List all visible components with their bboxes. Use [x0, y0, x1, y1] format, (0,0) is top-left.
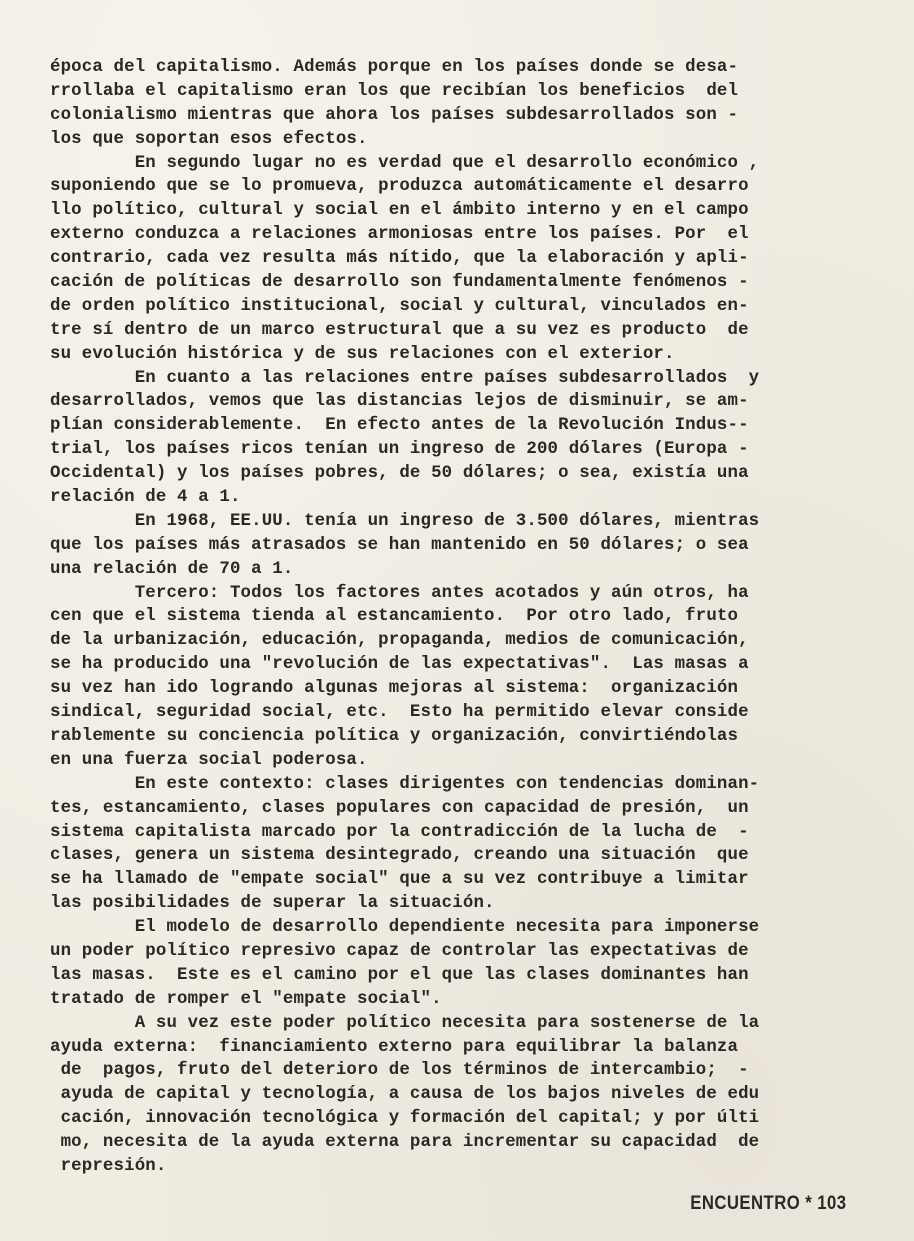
text-line: En cuanto a las relaciones entre países subdesarrollados y — [50, 368, 760, 388]
text-line: una relación de 70 a 1. — [50, 559, 294, 579]
text-line: mo, necesita de la ayuda externa para incrementar su capacidad de — [50, 1133, 760, 1153]
text-line: plían considerablemente. En efecto antes de la Revolución Indus-- — [50, 416, 749, 436]
text-line: trial, los países ricos tenían un ingreso de 200 dólares (Europa - — [50, 440, 749, 460]
text-line: su evolución histórica y de sus relaciones con el exterior. — [50, 344, 675, 364]
text-line: tre sí dentro de un marco estructural que a su vez es producto de — [50, 320, 749, 340]
text-line: contrario, cada vez resulta más nítido, que la elaboración y apli- — [50, 249, 749, 269]
text-line: En segundo lugar no es verdad que el desarrollo económico , — [50, 153, 760, 173]
text-line: rablemente su conciencia política y organización, convirtiéndolas — [50, 726, 739, 746]
text-line: cación de políticas de desarrollo son fundamentalmente fenómenos - — [50, 273, 749, 293]
text-line: ayuda de capital y tecnología, a causa de los bajos niveles de edu — [50, 1085, 760, 1105]
text-line: época del capitalismo. Además porque en los países donde se desa- — [50, 58, 739, 77]
text-line: rrollaba el capitalismo eran los que recibían los beneficios del — [50, 81, 739, 101]
text-line: Occidental) y los países pobres, de 50 dólares; o sea, existía una — [50, 464, 749, 484]
text-line: externo conduzca a relaciones armoniosas entre los países. Por el — [50, 225, 749, 245]
body-text — [50, 56, 860, 1179]
text-line: Tercero: Todos los factores antes acotados y aún otros, ha — [50, 583, 749, 603]
text-line: en una fuerza social poderosa. — [50, 750, 368, 770]
text-line: los que soportan esos efectos. — [50, 129, 368, 149]
text-line: El modelo de desarrollo dependiente necesita para imponerse — [50, 918, 760, 938]
text-line: sindical, seguridad social, etc. Esto ha permitido elevar conside — [50, 703, 749, 723]
text-line: se ha llamado de "empate social" que a su vez contribuye a limitar — [50, 870, 749, 890]
text-line: clases, genera un sistema desintegrado, creando una situación que — [50, 846, 749, 866]
text-line: tes, estancamiento, clases populares con capacidad de presión, un — [50, 798, 749, 818]
text-line: represión. — [50, 1156, 167, 1176]
text-line: A su vez este poder político necesita para sostenerse de la — [50, 1013, 760, 1033]
text-line: un poder político represivo capaz de controlar las expectativas de — [50, 941, 749, 961]
page-footer: ENCUENTRO * 103 — [689, 1193, 846, 1214]
text-line: relación de 4 a 1. — [50, 488, 241, 508]
text-line: ayuda externa: financiamiento externo para equilibrar la balanza — [50, 1037, 739, 1057]
text-line: tratado de romper el "empate social". — [50, 989, 442, 1009]
text-line: su vez han ido logrando algunas mejoras al sistema: organización — [50, 679, 739, 699]
text-line: colonialismo mientras que ahora los países subdesarrollados son - — [50, 105, 739, 125]
text-line: se ha producido una "revolución de las expectativas". Las masas a — [50, 655, 749, 675]
text-line: de la urbanización, educación, propaganda, medios de comunicación, — [50, 631, 749, 651]
text-line: las posibilidades de superar la situación. — [50, 894, 495, 914]
text-line: que los países más atrasados se han mantenido en 50 dólares; o sea — [50, 535, 749, 555]
text-line: sistema capitalista marcado por la contradicción de la lucha de - — [50, 822, 749, 842]
text-line: de pagos, fruto del deterioro de los términos de intercambio; - — [50, 1061, 749, 1081]
text-line: suponiendo que se lo promueva, produzca automáticamente el desarro — [50, 177, 749, 197]
text-line: de orden político institucional, social y cultural, vinculados en- — [50, 296, 749, 316]
text-line: cación, innovación tecnológica y formación del capital; y por últi — [50, 1109, 760, 1129]
text-line: las masas. Este es el camino por el que las clases dominantes han — [50, 965, 749, 985]
text-line: llo político, cultural y social en el ámbito interno y en el campo — [50, 201, 749, 221]
text-line: En este contexto: clases dirigentes con tendencias dominan- — [50, 774, 760, 794]
text-line: cen que el sistema tienda al estancamiento. Por otro lado, fruto — [50, 607, 739, 627]
text-line: En 1968, EE.UU. tenía un ingreso de 3.500 dólares, mientras — [50, 511, 760, 531]
text-line: desarrollados, vemos que las distancias lejos de disminuir, se am- — [50, 392, 749, 412]
